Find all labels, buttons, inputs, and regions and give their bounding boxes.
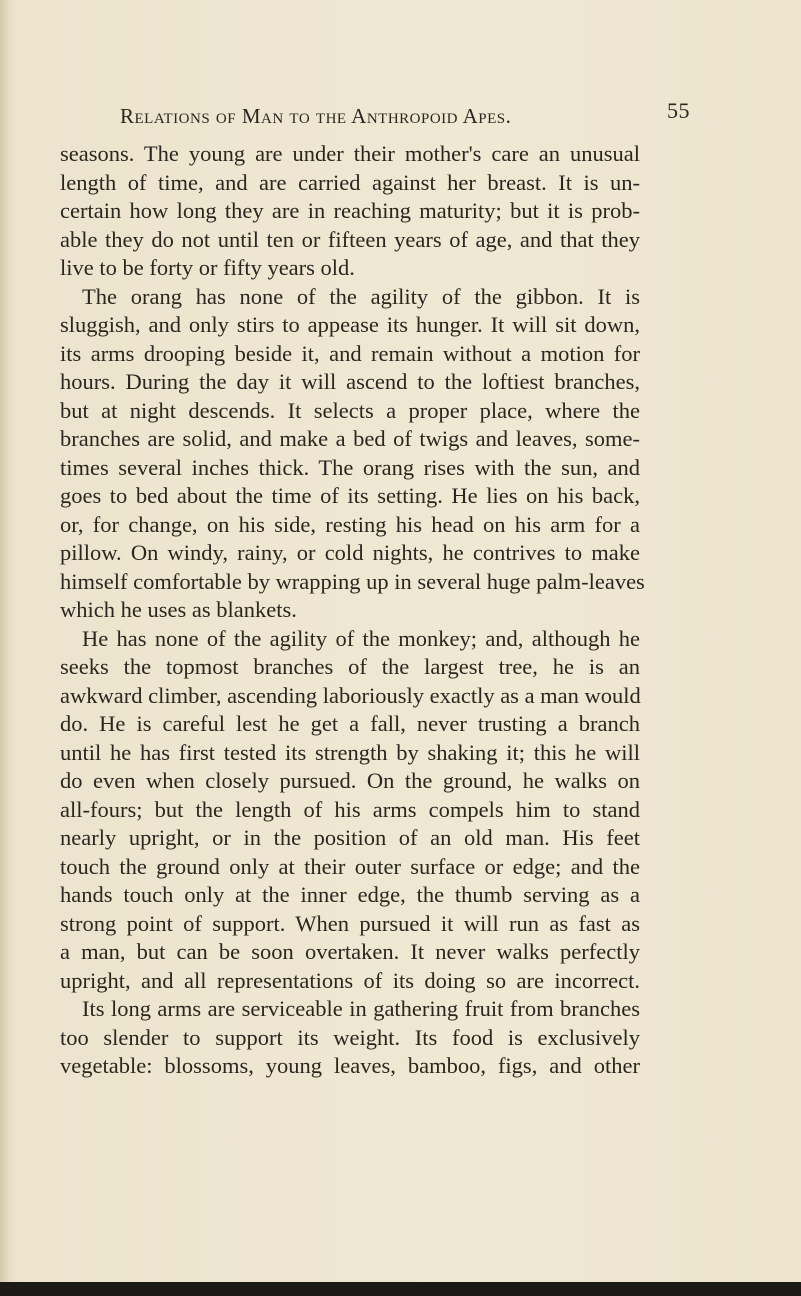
page-number: 55 <box>667 98 690 123</box>
text-line: The orang has none of the agility of the gibbon. It is <box>82 283 640 309</box>
text-line: branches are solid, and make a bed of twigs and leaves, some- <box>60 426 640 451</box>
text-line: able they do not until ten or fifteen years of age, and that they <box>60 226 640 252</box>
text-line: a man, but can be soon overtaken. It never walks perfectly <box>60 939 640 964</box>
text-line: He has none of the agility of the monkey; and, although he <box>82 625 640 651</box>
text-line: touch the ground only at their outer surface or edge; and the <box>60 853 640 879</box>
text-line: too slender to support its weight. Its food is exclusively <box>60 1024 640 1050</box>
text-line: all-fours; but the length of his arms compels him to stand <box>60 796 640 822</box>
text-line: seasons. The young are under their mother's care an unusual <box>60 141 640 166</box>
text-line: times several inches thick. The orang rises with the sun, and <box>60 454 640 480</box>
text-line: strong point of support. When pursued it will run as fast as <box>60 910 640 936</box>
text-line: Its long arms are serviceable in gathering fruit from branches <box>82 996 640 1021</box>
text-line: goes to bed about the time of its setting. He lies on his back, <box>60 483 640 508</box>
text-line: do. He is careful lest he get a fall, never trusting a branch <box>60 711 640 736</box>
page-header <box>120 90 690 126</box>
text-line: himself comfortable by wrapping up in several huge palm-leaves <box>60 568 645 594</box>
running-head: Relations of Man to the Anthropoid Apes. <box>120 104 512 128</box>
text-line: which he uses as blankets. <box>60 597 297 622</box>
text-line: live to be forty or fifty years old. <box>60 255 355 280</box>
text-line: but at night descends. It selects a proper place, where the <box>60 397 640 423</box>
text-line: certain how long they are in reaching maturity; but it is prob- <box>60 198 640 223</box>
text-line: hands touch only at the inner edge, the thumb serving as a <box>60 882 640 907</box>
bottom-edge-rule <box>0 1282 801 1296</box>
text-line: sluggish, and only stirs to appease its hunger. It will sit down, <box>60 312 640 337</box>
page-gutter-edge <box>0 0 10 1296</box>
text-line: length of time, and are carried against her breast. It is un- <box>60 169 640 195</box>
text-line: do even when closely pursued. On the ground, he walks on <box>60 768 640 793</box>
text-line: seeks the topmost branches of the largest tree, he is an <box>60 654 640 679</box>
text-line: its arms drooping beside it, and remain without a motion for <box>60 340 640 366</box>
text-line: awkward climber, ascending laboriously exactly as a man would <box>60 682 641 708</box>
text-line: or, for change, on his side, resting his head on his arm for a <box>60 511 640 537</box>
text-line: hours. During the day it will ascend to the loftiest branches, <box>60 369 640 394</box>
text-line: vegetable: blossoms, young leaves, bamboo, figs, and other <box>60 1053 640 1078</box>
text-line: nearly upright, or in the position of an old man. His feet <box>60 825 640 850</box>
body-text <box>60 140 645 1081</box>
text-line: pillow. On windy, rainy, or cold nights, he contrives to make <box>60 540 640 565</box>
text-line: until he has first tested its strength by shaking it; this he will <box>60 739 640 765</box>
text-line: upright, and all representations of its doing so are incorrect. <box>60 967 640 993</box>
